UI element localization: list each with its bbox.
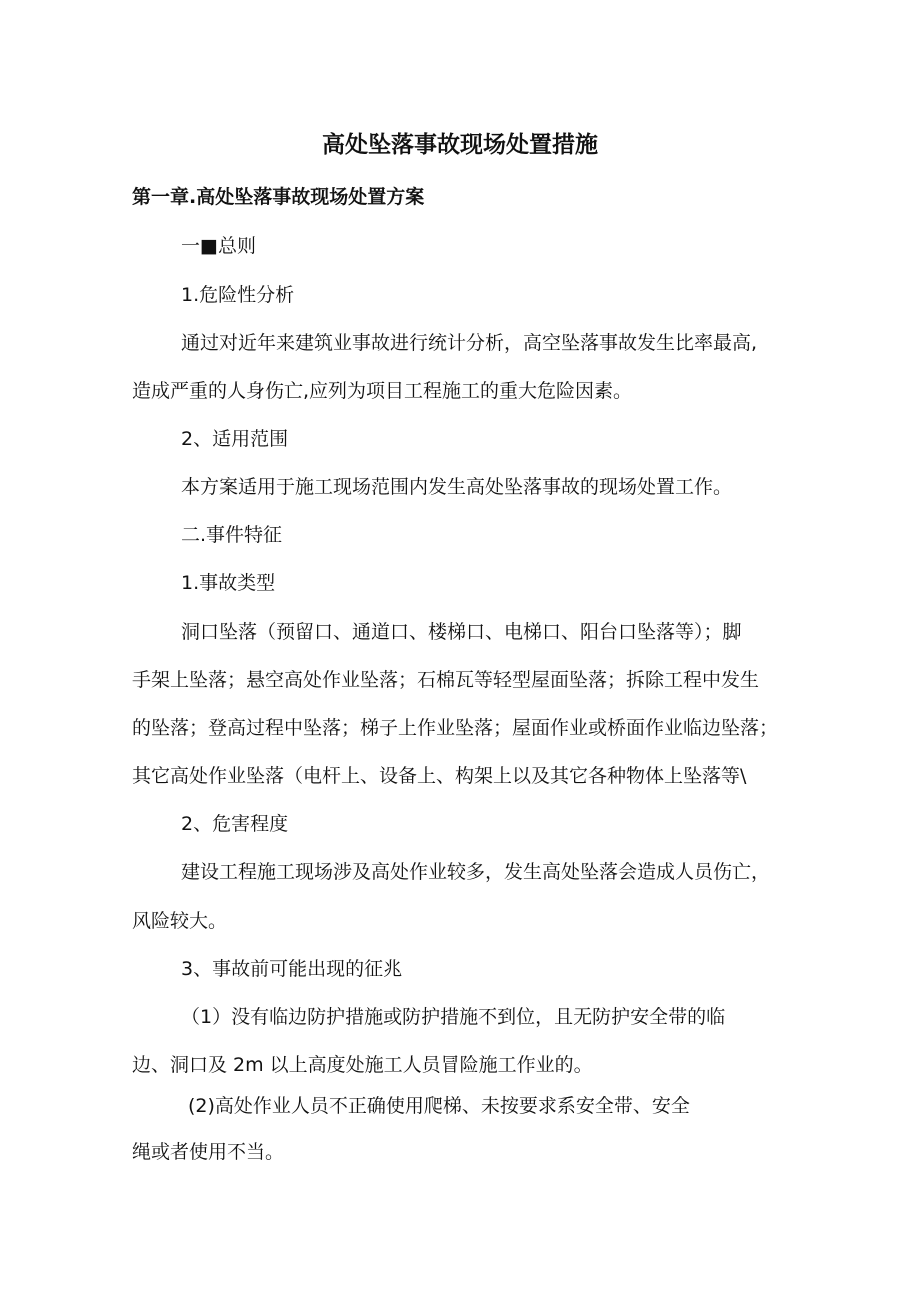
- paragraph-line: 本方案适用于施工现场范围内发生高处坠落事故的现场处置工作。: [181, 476, 733, 498]
- paragraph-line: 建设工程施工现场涉及高处作业较多，发生高处坠落会造成人员伤亡，: [181, 861, 771, 883]
- paragraph-line: 手架上坠落；悬空高处作业坠落；石棉瓦等轻型屋面坠落；拆除工程中发生: [132, 669, 760, 691]
- paragraph-line: 的坠落；登高过程中坠落；梯子上作业坠落；屋面作业或桥面作业临边坠落；: [132, 717, 779, 739]
- subsection-heading-risk-analysis: 1.危险性分析: [181, 284, 295, 306]
- paragraph-line: 通过对近年来建筑业事故进行统计分析，高空坠落事故发生比率最高,: [181, 332, 758, 354]
- document-title: 高处坠落事故现场处置措施: [322, 132, 598, 158]
- subsection-heading-scope: 2、适用范围: [181, 428, 289, 450]
- list-item-line: 边、洞口及 2m 以上高度处施工人员冒险施工作业的。: [132, 1054, 593, 1076]
- chapter-heading: 第一章.高处坠落事故现场处置方案: [132, 186, 425, 208]
- section-heading-general: 一■总则: [181, 235, 256, 257]
- paragraph-line: 洞口坠落（预留口、通道口、楼梯口、电梯口、阳台口坠落等）；脚: [181, 621, 742, 643]
- paragraph-line: 风险较大。: [132, 910, 228, 932]
- subsection-heading-hazard-level: 2、危害程度: [181, 813, 289, 835]
- list-item-line: (2)高处作业人员不正确使用爬梯、未按要求系安全带、安全: [188, 1095, 690, 1117]
- paragraph-line: 造成严重的人身伤亡,应列为项目工程施工的重大危险因素。: [132, 380, 633, 402]
- paragraph-line: 其它高处作业坠落（电杆上、设备上、构架上以及其它各种物体上坠落等\: [132, 765, 747, 787]
- list-item-line: （1）没有临边防护措施或防护措施不到位，且无防护安全带的临: [181, 1006, 726, 1028]
- list-item-line: 绳或者使用不当。: [132, 1141, 285, 1163]
- section-heading-event-features: 二.事件特征: [181, 524, 283, 546]
- subsection-heading-warning-signs: 3、事故前可能出现的征兆: [181, 958, 403, 980]
- subsection-heading-accident-types: 1.事故类型: [181, 572, 276, 594]
